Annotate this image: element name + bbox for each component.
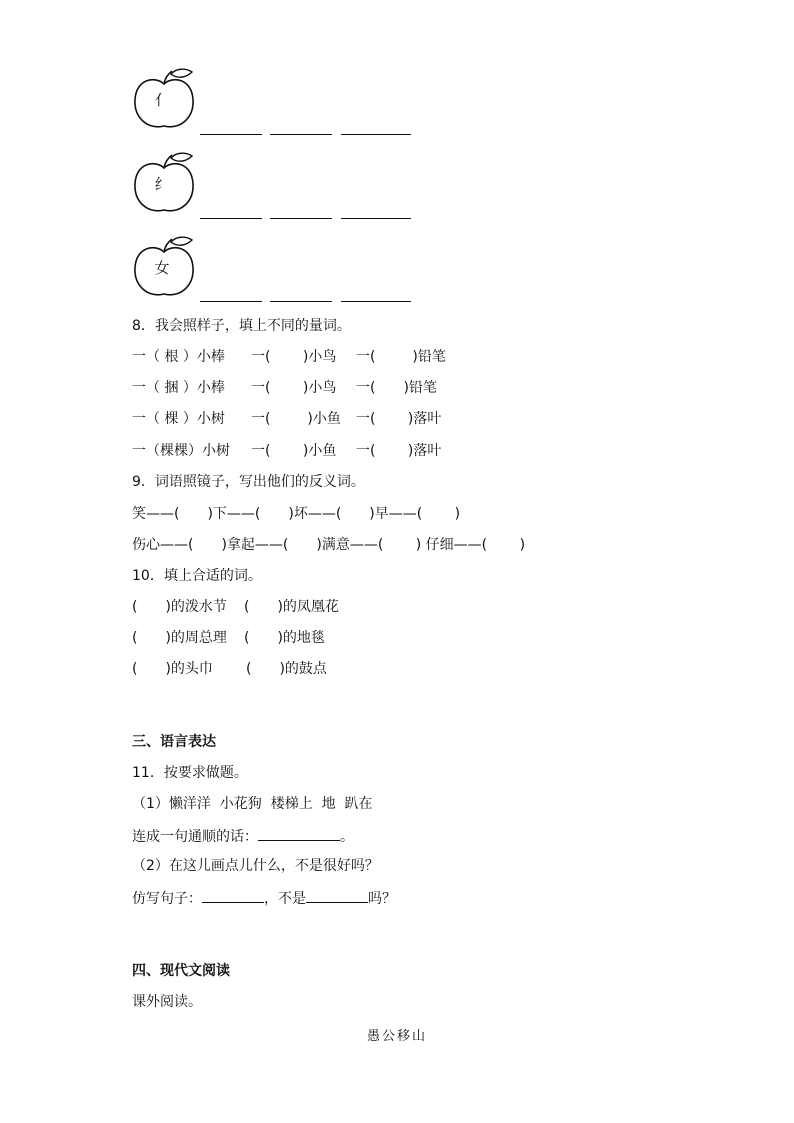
question-10-title: 10．填上合适的词。: [132, 568, 262, 584]
q8-item[interactable]: 一( )铅笔: [356, 349, 446, 365]
answer-blank[interactable]: [200, 301, 262, 302]
apple-radical-3: [132, 234, 196, 298]
answer-blank[interactable]: [202, 888, 264, 903]
q8-item[interactable]: 一( )小鸟: [251, 349, 337, 365]
q8-item[interactable]: 一( )落叶: [356, 411, 442, 427]
imitate-prompt: 仿写句子：: [132, 891, 202, 907]
apple-radical-1: [132, 66, 196, 130]
q9-row-2[interactable]: 伤心——( )拿起——( )满意——( ) 仔细——( ): [132, 537, 526, 553]
q8-item: 一（ 根 ）小棒: [132, 349, 225, 365]
question-9-title: 9．词语照镜子，写出他们的反义词。: [132, 474, 365, 490]
reading-intro: 课外阅读。: [132, 994, 202, 1010]
q8-item[interactable]: 一( )落叶: [356, 443, 442, 459]
answer-blank[interactable]: [258, 826, 340, 841]
q8-item: 一（棵棵）小树: [132, 443, 230, 459]
q10-item[interactable]: ( )的凤凰花: [244, 599, 339, 615]
answer-blank[interactable]: [270, 134, 332, 135]
radical-char: 女: [154, 259, 170, 277]
question-8-title: 8．我会照样子，填上不同的量词。: [132, 318, 351, 334]
apple-radical-2: [132, 150, 196, 214]
q11-sub-1: （1）懒洋洋 小花狗 楼梯上 地 趴在: [132, 796, 373, 812]
radical-char: 亻: [154, 91, 170, 109]
q10-item[interactable]: ( )的鼓点: [246, 661, 327, 677]
answer-blank[interactable]: [341, 301, 411, 302]
q8-item: 一（ 棵 ）小树: [132, 411, 225, 427]
q11-sub-2: （2）在这儿画点儿什么，不是很好吗？: [132, 858, 379, 874]
imitate-mid: ，不是: [264, 891, 306, 907]
period-mark: 。: [340, 829, 354, 845]
answer-blank[interactable]: [270, 218, 332, 219]
q9-row-1[interactable]: 笑——( )下——( )坏——( )早——( ): [132, 506, 461, 522]
q11-sub-1-answer: [132, 826, 354, 846]
q11-sub-2-answer: [132, 888, 396, 908]
answer-blank[interactable]: [200, 134, 262, 135]
q10-item[interactable]: ( )的地毯: [244, 630, 325, 646]
radical-char: 纟: [154, 175, 170, 193]
answer-blank[interactable]: [200, 218, 262, 219]
answer-blank[interactable]: [306, 888, 368, 903]
q8-item[interactable]: 一( )小鱼: [251, 443, 337, 459]
imitate-end: 吗？: [368, 891, 396, 907]
question-11-title: 11．按要求做题。: [132, 765, 248, 781]
q10-item[interactable]: ( )的泼水节: [132, 599, 227, 615]
q8-item[interactable]: 一( )小鱼: [251, 411, 341, 427]
q8-item[interactable]: 一( )铅笔: [356, 380, 437, 396]
q8-item: 一（ 捆 ）小棒: [132, 380, 225, 396]
answer-blank[interactable]: [270, 301, 332, 302]
section-4-heading: 四、现代文阅读: [132, 963, 230, 979]
story-title: 愚公移山: [366, 1029, 427, 1044]
q8-item[interactable]: 一( )小鸟: [251, 380, 337, 396]
answer-blank[interactable]: [341, 218, 411, 219]
section-3-heading: 三、语言表达: [132, 734, 216, 750]
sentence-prompt: 连成一句通顺的话：: [132, 829, 258, 845]
answer-blank[interactable]: [341, 134, 411, 135]
q10-item[interactable]: ( )的头巾: [132, 661, 213, 677]
q10-item[interactable]: ( )的周总理: [132, 630, 227, 646]
